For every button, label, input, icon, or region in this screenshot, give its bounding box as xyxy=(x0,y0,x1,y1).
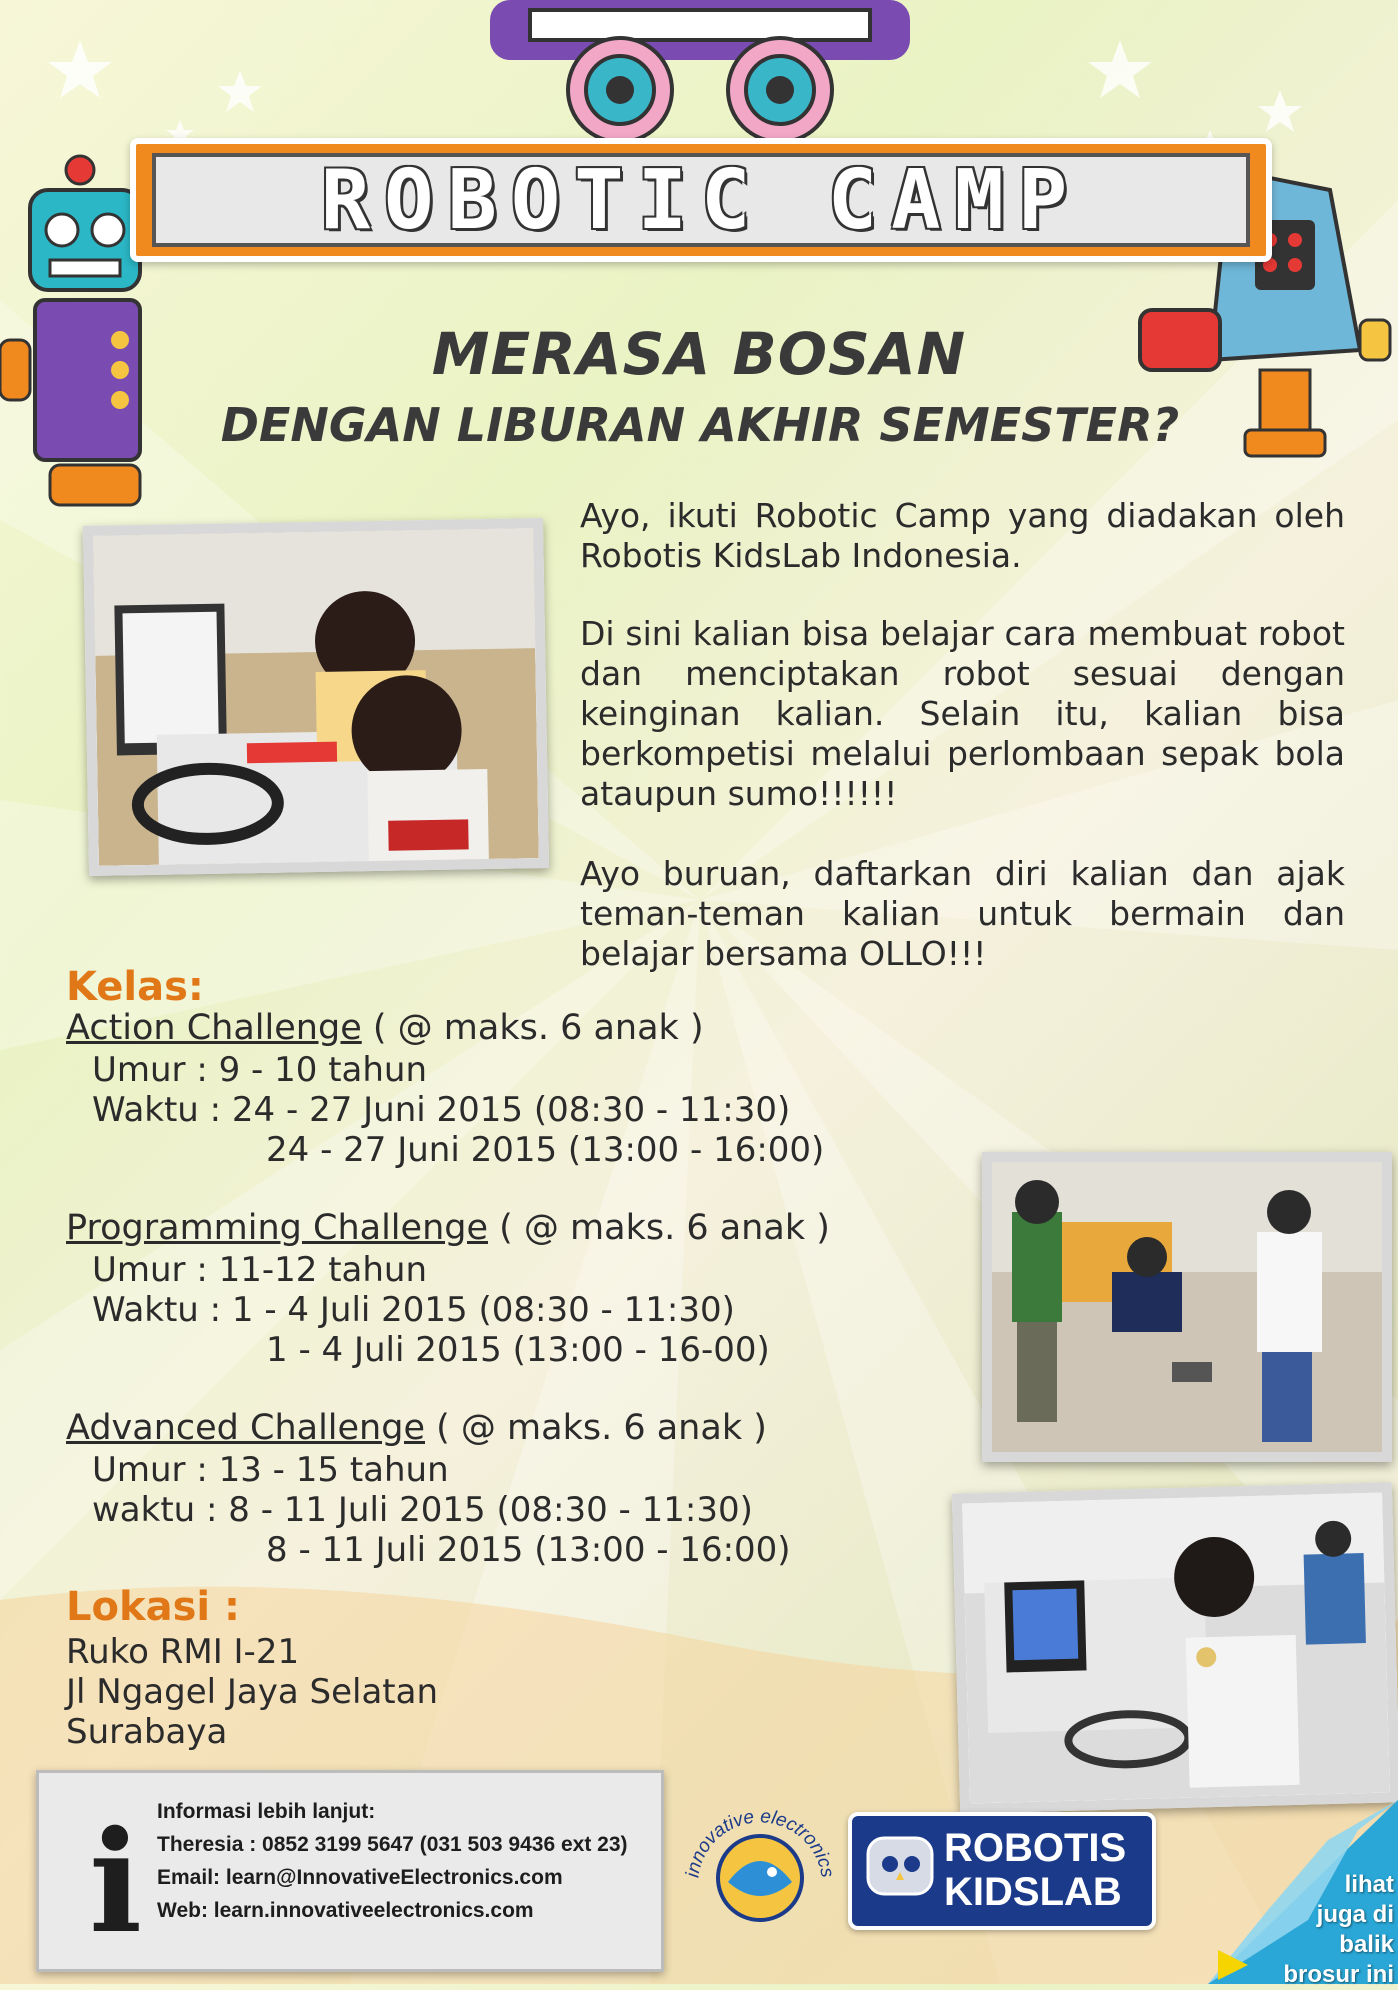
class-action-capacity: ( @ maks. 6 anak ) xyxy=(372,1008,704,1048)
flip-page-line-1: lihat xyxy=(1344,1871,1394,1898)
info-box xyxy=(36,1770,664,1972)
info-icon: i xyxy=(89,1801,143,1965)
rk-line-1: ROBOTIS xyxy=(944,1826,1127,1870)
robotis-kidslab-text xyxy=(944,1826,1126,1914)
intro-paragraph-3: Ayo buruan, daftarkan diri kalian dan ajak teman-teman kalian untuk bermain dan belajar bersama OLLO!!! xyxy=(580,854,1345,973)
class-action-name: Action Challenge xyxy=(66,1008,362,1048)
class-action-title xyxy=(66,1008,704,1048)
class-advanced-time-2: 8 - 11 Juli 2015 (13:00 - 16:00) xyxy=(266,1530,791,1570)
class-programming-title xyxy=(66,1208,830,1248)
intro-paragraph-2: Di sini kalian bisa belajar cara membuat robot dan menciptakan robot sesuai dengan keinginan kalian. Selain itu, kalian bisa berkompetisi melalui perlombaan sepak bola ataupun sumo!!!!!! xyxy=(580,614,1345,813)
flip-page-line-3: brosur ini xyxy=(1283,1961,1394,1988)
class-advanced-capacity: ( @ maks. 6 anak ) xyxy=(436,1408,767,1448)
class-action-age: Umur : 9 - 10 tahun xyxy=(92,1050,428,1090)
class-advanced-title xyxy=(66,1408,767,1448)
location-line-2: Jl Ngagel Jaya Selatan xyxy=(66,1672,439,1712)
headline-line-2: DENGAN LIBURAN AKHIR SEMESTER? xyxy=(220,398,1180,452)
flip-page-text[interactable] xyxy=(1258,1870,1394,1990)
intro-paragraph-1: Ayo, ikuti Robotic Camp yang diadakan oleh Robotis KidsLab Indonesia. xyxy=(580,496,1345,575)
robot-head-illustration xyxy=(420,0,980,150)
page-title: ROBOTIC CAMP xyxy=(320,152,1082,248)
info-web[interactable]: Web: learn.innovativeelectronics.com xyxy=(157,1899,534,1922)
info-phone: Theresia : 0852 3199 5647 (031 503 9436 ext 23) xyxy=(157,1833,628,1856)
class-action-time-2: 24 - 27 Juni 2015 (13:00 - 16:00) xyxy=(266,1130,825,1170)
location-line-1: Ruko RMI I-21 xyxy=(66,1632,300,1672)
info-text xyxy=(157,1795,657,1927)
class-action-time-1: Waktu : 24 - 27 Juni 2015 (08:30 - 11:30) xyxy=(92,1090,791,1130)
class-programming-time-2: 1 - 4 Juli 2015 (13:00 - 16-00) xyxy=(266,1330,770,1370)
headline-line-1: MERASA BOSAN xyxy=(431,320,967,388)
flip-page-line-2: juga di balik xyxy=(1316,1901,1394,1958)
class-programming-time-1: Waktu : 1 - 4 Juli 2015 (08:30 - 11:30) xyxy=(92,1290,735,1330)
photo-kids-playing-floor xyxy=(982,1152,1392,1462)
info-email[interactable]: Email: learn@InnovativeElectronics.com xyxy=(157,1866,563,1889)
location-line-3: Surabaya xyxy=(66,1712,228,1752)
title-banner-inner xyxy=(152,153,1250,247)
innovative-electronics-logo xyxy=(680,1790,840,1950)
title-banner xyxy=(130,138,1272,262)
info-heading: Informasi lebih lanjut: xyxy=(157,1800,376,1823)
class-programming-age: Umur : 11-12 tahun xyxy=(92,1250,428,1290)
ie-logo-text: innovative electronics xyxy=(682,1806,838,1879)
photo-kids-computer xyxy=(83,518,549,876)
photo-kids-classroom xyxy=(952,1482,1398,1813)
robotis-kidslab-logo xyxy=(848,1812,1156,1930)
class-advanced-time-1: waktu : 8 - 11 Juli 2015 (08:30 - 11:30) xyxy=(92,1490,753,1530)
class-advanced-name: Advanced Challenge xyxy=(66,1408,425,1448)
class-programming-capacity: ( @ maks. 6 anak ) xyxy=(499,1208,830,1248)
location-heading: Lokasi : xyxy=(66,1584,241,1630)
class-programming-name: Programming Challenge xyxy=(66,1208,488,1248)
rk-line-2: KIDSLAB xyxy=(944,1870,1122,1914)
robot-mascot-icon xyxy=(862,1828,938,1908)
classes-heading: Kelas: xyxy=(66,964,204,1010)
class-advanced-age: Umur : 13 - 15 tahun xyxy=(92,1450,449,1490)
